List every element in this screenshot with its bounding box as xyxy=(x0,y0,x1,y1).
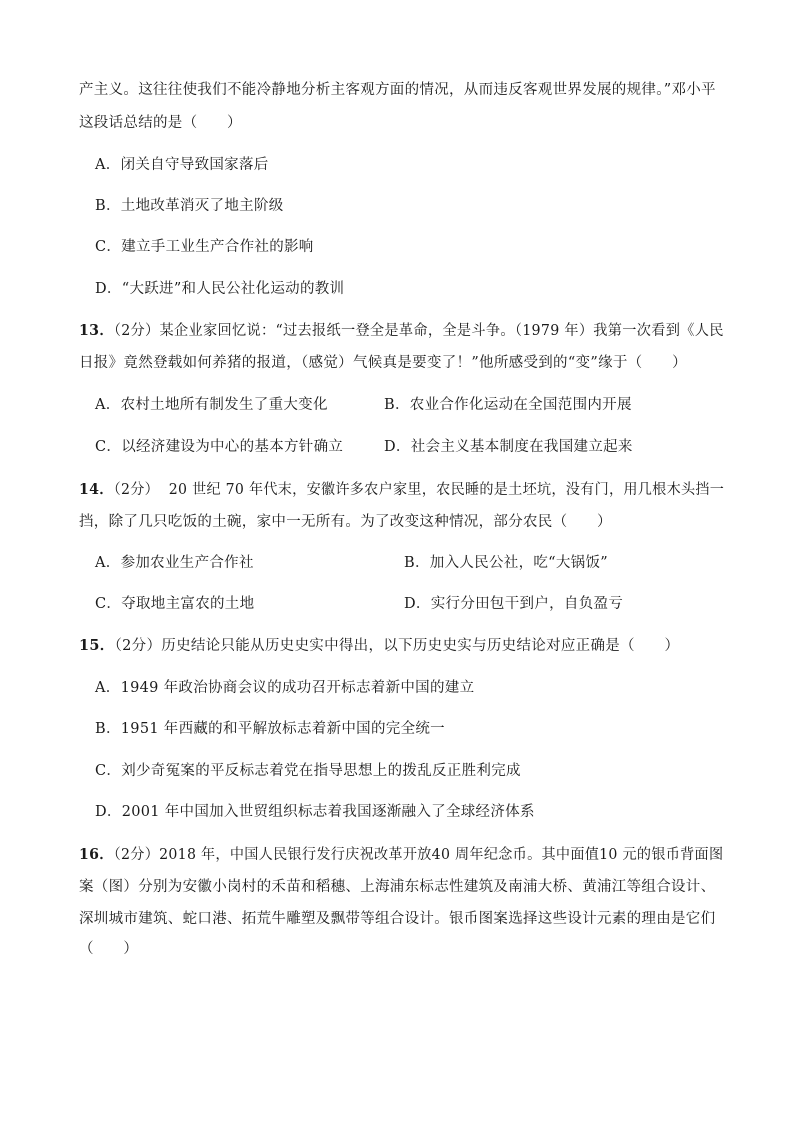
q14-option-b[interactable] xyxy=(404,553,608,573)
q12-option-d[interactable] xyxy=(95,279,344,299)
q12-option-c[interactable] xyxy=(95,237,314,257)
option-letter: B． xyxy=(404,555,430,571)
question-text: 20 世纪 70 年代末，安徽许多农户家里，农民睡的是土坯坑，没有门，用几根木头挡一 xyxy=(168,482,725,498)
option-text: 参加农业生产合作社 xyxy=(120,555,254,571)
q15-option-b[interactable] xyxy=(95,719,445,739)
q15-stem-line1 xyxy=(79,636,679,656)
option-letter: D． xyxy=(384,439,411,455)
question-score: （2分） xyxy=(113,482,160,498)
q13-option-b[interactable] xyxy=(384,395,632,415)
q16-stem-line2: 案（图）分别为安徽小岗村的禾苗和稻穗、上海浦东标志性建筑及南浦大桥、黄浦江等组合设计、 xyxy=(79,879,716,895)
option-text: 闭关自守导致国家落后 xyxy=(120,157,269,173)
q13-option-a[interactable] xyxy=(95,395,328,415)
q14-option-c[interactable] xyxy=(95,594,254,614)
q15-option-d[interactable] xyxy=(95,802,535,822)
option-text: 土地改革消灭了地主阶级 xyxy=(120,198,284,214)
option-text: “大跃进”和人民公社化运动的教训 xyxy=(121,281,345,297)
option-text: 2001 年中国加入世贸组织标志着我国逐渐融入了全球经济体系 xyxy=(121,804,535,820)
option-text: 夺取地主富农的土地 xyxy=(121,596,255,612)
option-text: 刘少奇冤案的平反标志着党在指导思想上的拨乱反正胜利完成 xyxy=(121,763,521,779)
option-text: 农业合作化运动在全国范围内开展 xyxy=(409,397,632,413)
option-text: 以经济建设为中心的基本方针确立 xyxy=(121,439,344,455)
q14-option-a[interactable] xyxy=(95,553,254,573)
option-letter: D． xyxy=(95,804,122,820)
option-letter: C． xyxy=(95,439,122,455)
q16-stem-line1 xyxy=(79,845,723,865)
option-letter: A． xyxy=(95,680,121,696)
question-text: 某企业家回忆说：“过去报纸一登全是革命，全是斗争。（1979 年）我第一次看到《人民 xyxy=(159,323,724,339)
option-text: 建立手工业生产合作社的影响 xyxy=(121,239,314,255)
option-letter: B． xyxy=(95,198,121,214)
option-letter: A． xyxy=(95,397,121,413)
q14-option-d[interactable] xyxy=(404,594,623,614)
option-text: 1949 年政治协商会议的成功召开标志着新中国的建立 xyxy=(120,680,475,696)
q12-option-a[interactable] xyxy=(95,155,269,175)
question-number: 14． xyxy=(79,481,114,498)
option-text: 实行分田包干到户，自负盈亏 xyxy=(430,596,624,612)
option-letter: B． xyxy=(95,721,121,737)
q14-stem-line1 xyxy=(79,480,724,500)
question-number: 13． xyxy=(79,322,114,339)
option-text: 社会主义基本制度在我国建立起来 xyxy=(410,439,633,455)
option-text: 加入人民公社，吃“大锅饭” xyxy=(429,555,608,571)
option-letter: D． xyxy=(95,281,122,297)
option-letter: B． xyxy=(384,397,410,413)
question-score: （2分） xyxy=(113,847,160,863)
option-text: 农村土地所有制发生了重大变化 xyxy=(120,397,328,413)
q14-stem-line2: 挡，除了几只吃饭的土碗，家中一无所有。为了改变这种情况，部分农民（ ） xyxy=(79,514,612,530)
option-letter: D． xyxy=(404,596,431,612)
q15-option-c[interactable] xyxy=(95,761,521,781)
question-score: （2分） xyxy=(114,638,162,654)
option-letter: A． xyxy=(95,157,121,173)
q13-option-c[interactable] xyxy=(95,437,343,457)
option-text: 1951 年西藏的和平解放标志着新中国的完全统一 xyxy=(120,721,445,737)
q13-stem-line1 xyxy=(79,321,724,341)
q12-stem-line2: 这段话总结的是（ ） xyxy=(79,115,242,131)
option-letter: C． xyxy=(95,239,122,255)
q12-stem-line1: 产主义。这往往使我们不能冷静地分析主客观方面的情况，从而违反客观世界发展的规律。”邓小平 xyxy=(79,82,716,98)
question-text: 2018 年，中国人民银行发行庆祝改革开放40 周年纪念币。其中面值10 元的银币背面图 xyxy=(159,847,724,863)
q15-option-a[interactable] xyxy=(95,678,474,698)
question-number: 16． xyxy=(79,846,114,863)
q13-stem-line2: 日报》竟然登载如何养猪的报道，（感觉）气候真是要变了！”他所感受到的“变”缘于（ ） xyxy=(79,355,687,371)
option-letter: C． xyxy=(95,763,122,779)
q16-stem-line4: （ ） xyxy=(79,941,139,957)
q12-option-b[interactable] xyxy=(95,196,284,216)
question-number: 15． xyxy=(79,637,115,654)
option-letter: C． xyxy=(95,596,122,612)
q13-option-d[interactable] xyxy=(384,437,633,457)
option-letter: A． xyxy=(95,555,121,571)
q16-stem-line3: 深圳城市建筑、蛇口港、拓荒牛雕塑及飘带等组合设计。银币图案选择这些设计元素的理由是它们 xyxy=(79,911,716,927)
question-score: （2分） xyxy=(113,323,160,339)
question-text: 历史结论只能从历史史实中得出，以下历史史实与历史结论对应正确是（ ） xyxy=(161,638,680,654)
